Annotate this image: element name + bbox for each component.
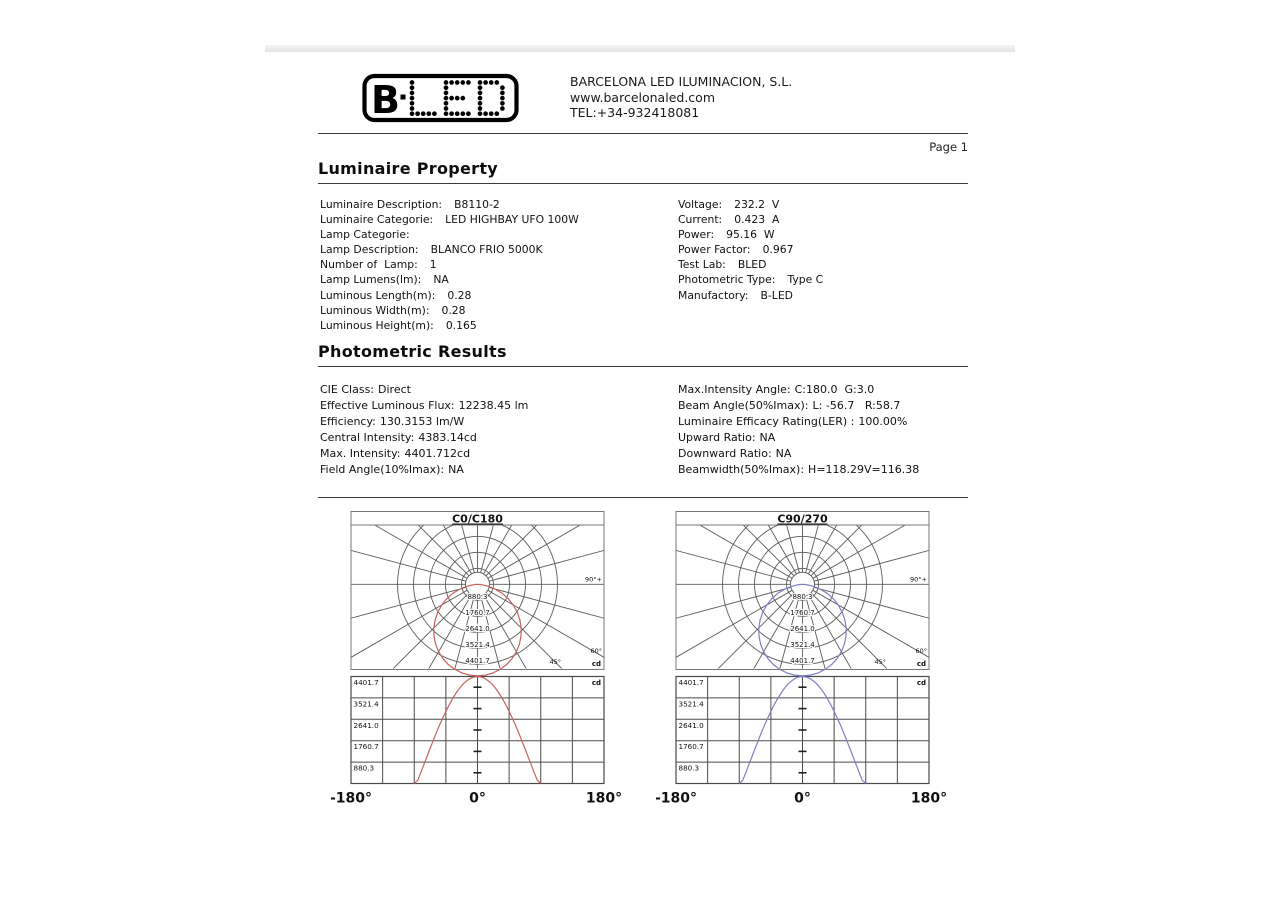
results-bottom-divider bbox=[318, 497, 968, 498]
property-row bbox=[320, 414, 676, 430]
page-top-shadow bbox=[265, 45, 1015, 52]
property-label: Manufactory: bbox=[678, 288, 749, 302]
property-row bbox=[678, 288, 978, 303]
property-value: 0.28 bbox=[441, 303, 466, 317]
property-label: Central Intensity: bbox=[320, 431, 415, 444]
property-row bbox=[678, 446, 978, 462]
property-label: Lamp Lumens(lm): bbox=[320, 273, 422, 287]
property-row bbox=[320, 382, 676, 398]
property-label: Efficiency: bbox=[320, 415, 376, 428]
svg-text:45°: 45° bbox=[874, 658, 887, 666]
svg-text:4401.7: 4401.7 bbox=[678, 678, 704, 687]
photometric-diagram-c90-270 bbox=[656, 511, 949, 811]
svg-text:90°+: 90°+ bbox=[585, 575, 602, 584]
property-row bbox=[320, 288, 670, 303]
luminaire-property-left-column bbox=[320, 197, 670, 333]
property-row bbox=[678, 382, 978, 398]
property-label: Current: bbox=[678, 213, 723, 227]
property-value: 0.967 bbox=[762, 243, 794, 257]
property-row bbox=[320, 430, 676, 446]
property-row bbox=[678, 197, 978, 212]
property-label: Downward Ratio: bbox=[678, 447, 772, 460]
property-row bbox=[678, 257, 978, 272]
property-value: 0.423 A bbox=[734, 213, 780, 227]
section-title-photometric-results: Photometric Results bbox=[318, 342, 507, 361]
property-value: Direct bbox=[378, 383, 411, 396]
svg-text:880.3: 880.3 bbox=[792, 592, 813, 601]
property-label: Luminous Height(m): bbox=[320, 318, 434, 332]
svg-text:cd: cd bbox=[916, 679, 926, 687]
property-row bbox=[678, 272, 978, 287]
svg-text:4401.7: 4401.7 bbox=[790, 656, 815, 665]
property-value: NA bbox=[433, 273, 449, 287]
svg-text:-180°: -180° bbox=[656, 790, 698, 807]
property-value: 0.28 bbox=[447, 288, 472, 302]
svg-text:0°: 0° bbox=[469, 790, 486, 807]
property-value: C:180.0 G:3.0 bbox=[794, 383, 875, 396]
property-value: H=118.29V=116.38 bbox=[808, 463, 920, 476]
svg-text:B: B bbox=[371, 78, 400, 122]
property-row bbox=[678, 414, 978, 430]
property-label: Effective Luminous Flux: bbox=[320, 399, 455, 412]
svg-text:180°: 180° bbox=[585, 790, 623, 807]
property-value: 100.00% bbox=[858, 415, 908, 428]
photometric-results-left-column bbox=[320, 382, 676, 478]
header-divider bbox=[318, 133, 968, 134]
company-info bbox=[570, 74, 792, 121]
svg-text:45°: 45° bbox=[549, 658, 562, 666]
property-label: Upward Ratio: bbox=[678, 431, 756, 444]
svg-text:1760.7: 1760.7 bbox=[465, 608, 490, 617]
svg-text:2641.0: 2641.0 bbox=[678, 720, 704, 730]
property-row bbox=[678, 430, 978, 446]
svg-text:-180°: -180° bbox=[331, 790, 373, 807]
photometric-results-right-column bbox=[678, 382, 978, 478]
property-row bbox=[320, 242, 670, 257]
svg-text:3521.4: 3521.4 bbox=[790, 640, 815, 649]
svg-text:C90/270: C90/270 bbox=[777, 512, 828, 526]
svg-text:2641.0: 2641.0 bbox=[790, 624, 815, 633]
property-value: BLED bbox=[737, 258, 767, 272]
svg-text:2641.0: 2641.0 bbox=[353, 720, 379, 730]
property-value: 130.3153 lm/W bbox=[379, 415, 465, 428]
property-value: B8110-2 bbox=[454, 198, 500, 211]
property-row bbox=[320, 257, 670, 272]
property-value: 1 bbox=[429, 258, 437, 272]
property-label: Lamp Description: bbox=[320, 243, 419, 257]
property-value: 4383.14cd bbox=[418, 431, 477, 444]
property-label: Power Factor: bbox=[678, 243, 751, 257]
property-value: L: -56.7 R:58.7 bbox=[812, 399, 901, 412]
property-label: Number of Lamp: bbox=[320, 258, 418, 272]
property-label: CIE Class: bbox=[320, 383, 375, 396]
property-label: Luminaire Description: bbox=[320, 198, 443, 211]
section-divider bbox=[318, 183, 968, 184]
property-label: Luminaire Efficacy Rating(LER) : bbox=[678, 415, 855, 428]
property-row bbox=[678, 212, 978, 227]
svg-text:60°: 60° bbox=[915, 647, 927, 655]
property-value: 12238.45 lm bbox=[458, 399, 529, 412]
property-value: B-LED bbox=[760, 288, 793, 302]
property-value: NA bbox=[759, 431, 776, 444]
property-value: 0.165 bbox=[445, 318, 477, 332]
svg-text:880.3: 880.3 bbox=[678, 763, 700, 773]
property-value: NA bbox=[448, 463, 464, 476]
property-row bbox=[320, 446, 676, 462]
property-row bbox=[320, 197, 670, 212]
property-value: 232.2 V bbox=[734, 198, 780, 211]
svg-text:3521.4: 3521.4 bbox=[353, 699, 379, 709]
property-value: 4401.712cd bbox=[404, 447, 471, 460]
svg-text:2641.0: 2641.0 bbox=[465, 624, 490, 633]
photometric-diagram-c0-c180 bbox=[331, 511, 624, 811]
company-phone: TEL:+34-932418081 bbox=[570, 105, 700, 120]
property-label: Luminaire Categorie: bbox=[320, 213, 434, 227]
section-divider bbox=[318, 366, 968, 367]
svg-text:4401.7: 4401.7 bbox=[353, 678, 379, 687]
bled-logo bbox=[362, 73, 520, 127]
section-title-luminaire-property: Luminaire Property bbox=[318, 159, 499, 178]
company-name: BARCELONA LED ILUMINACION, S.L. bbox=[570, 74, 793, 89]
property-row bbox=[678, 398, 978, 414]
svg-text:880.3: 880.3 bbox=[467, 592, 488, 601]
svg-text:90°+: 90°+ bbox=[910, 575, 927, 584]
property-label: Photometric Type: bbox=[678, 273, 776, 287]
property-label: Beamwidth(50%Imax): bbox=[678, 463, 805, 476]
svg-text:0°: 0° bbox=[794, 790, 811, 807]
svg-text:4401.7: 4401.7 bbox=[465, 656, 490, 665]
property-row bbox=[320, 227, 670, 242]
property-row bbox=[320, 212, 670, 227]
svg-text:1760.7: 1760.7 bbox=[790, 608, 815, 617]
property-label: Field Angle(10%Imax): bbox=[320, 463, 445, 476]
svg-text:cd: cd bbox=[591, 679, 601, 687]
property-label: Beam Angle(50%Imax): bbox=[678, 399, 809, 412]
property-label: Max.Intensity Angle: bbox=[678, 383, 791, 396]
property-row bbox=[320, 272, 670, 287]
luminaire-property-right-column bbox=[678, 197, 978, 303]
svg-text:180°: 180° bbox=[910, 790, 948, 807]
svg-text:C0/C180: C0/C180 bbox=[452, 512, 503, 526]
property-label: Lamp Categorie: bbox=[320, 228, 410, 242]
svg-text:1760.7: 1760.7 bbox=[678, 742, 704, 752]
svg-text:cd: cd bbox=[916, 660, 926, 668]
property-label: Test Lab: bbox=[678, 258, 726, 272]
property-row bbox=[320, 318, 670, 333]
page-number: Page 1 bbox=[929, 140, 968, 154]
svg-text:3521.4: 3521.4 bbox=[678, 699, 704, 709]
property-label: Power: bbox=[678, 228, 715, 242]
svg-text:60°: 60° bbox=[590, 647, 602, 655]
property-value: Type C bbox=[787, 273, 824, 287]
company-website: www.barcelonaled.com bbox=[570, 89, 715, 105]
property-label: Max. Intensity: bbox=[320, 447, 401, 460]
property-row bbox=[678, 242, 978, 257]
property-label: Voltage: bbox=[678, 198, 723, 211]
svg-text:3521.4: 3521.4 bbox=[465, 640, 490, 649]
property-row bbox=[678, 462, 978, 478]
property-value: BLANCO FRIO 5000K bbox=[430, 243, 543, 257]
property-row bbox=[320, 303, 670, 318]
svg-text:1760.7: 1760.7 bbox=[353, 742, 379, 752]
svg-text:880.3: 880.3 bbox=[353, 763, 375, 773]
property-row bbox=[320, 398, 676, 414]
property-row bbox=[678, 227, 978, 242]
svg-text:cd: cd bbox=[591, 660, 601, 668]
property-value: NA bbox=[775, 447, 792, 460]
property-value: LED HIGHBAY UFO 100W bbox=[445, 213, 579, 227]
property-label: Luminous Width(m): bbox=[320, 303, 430, 317]
property-row bbox=[320, 462, 676, 478]
property-label: Luminous Length(m): bbox=[320, 288, 436, 302]
property-value: 95.16 W bbox=[726, 228, 775, 242]
